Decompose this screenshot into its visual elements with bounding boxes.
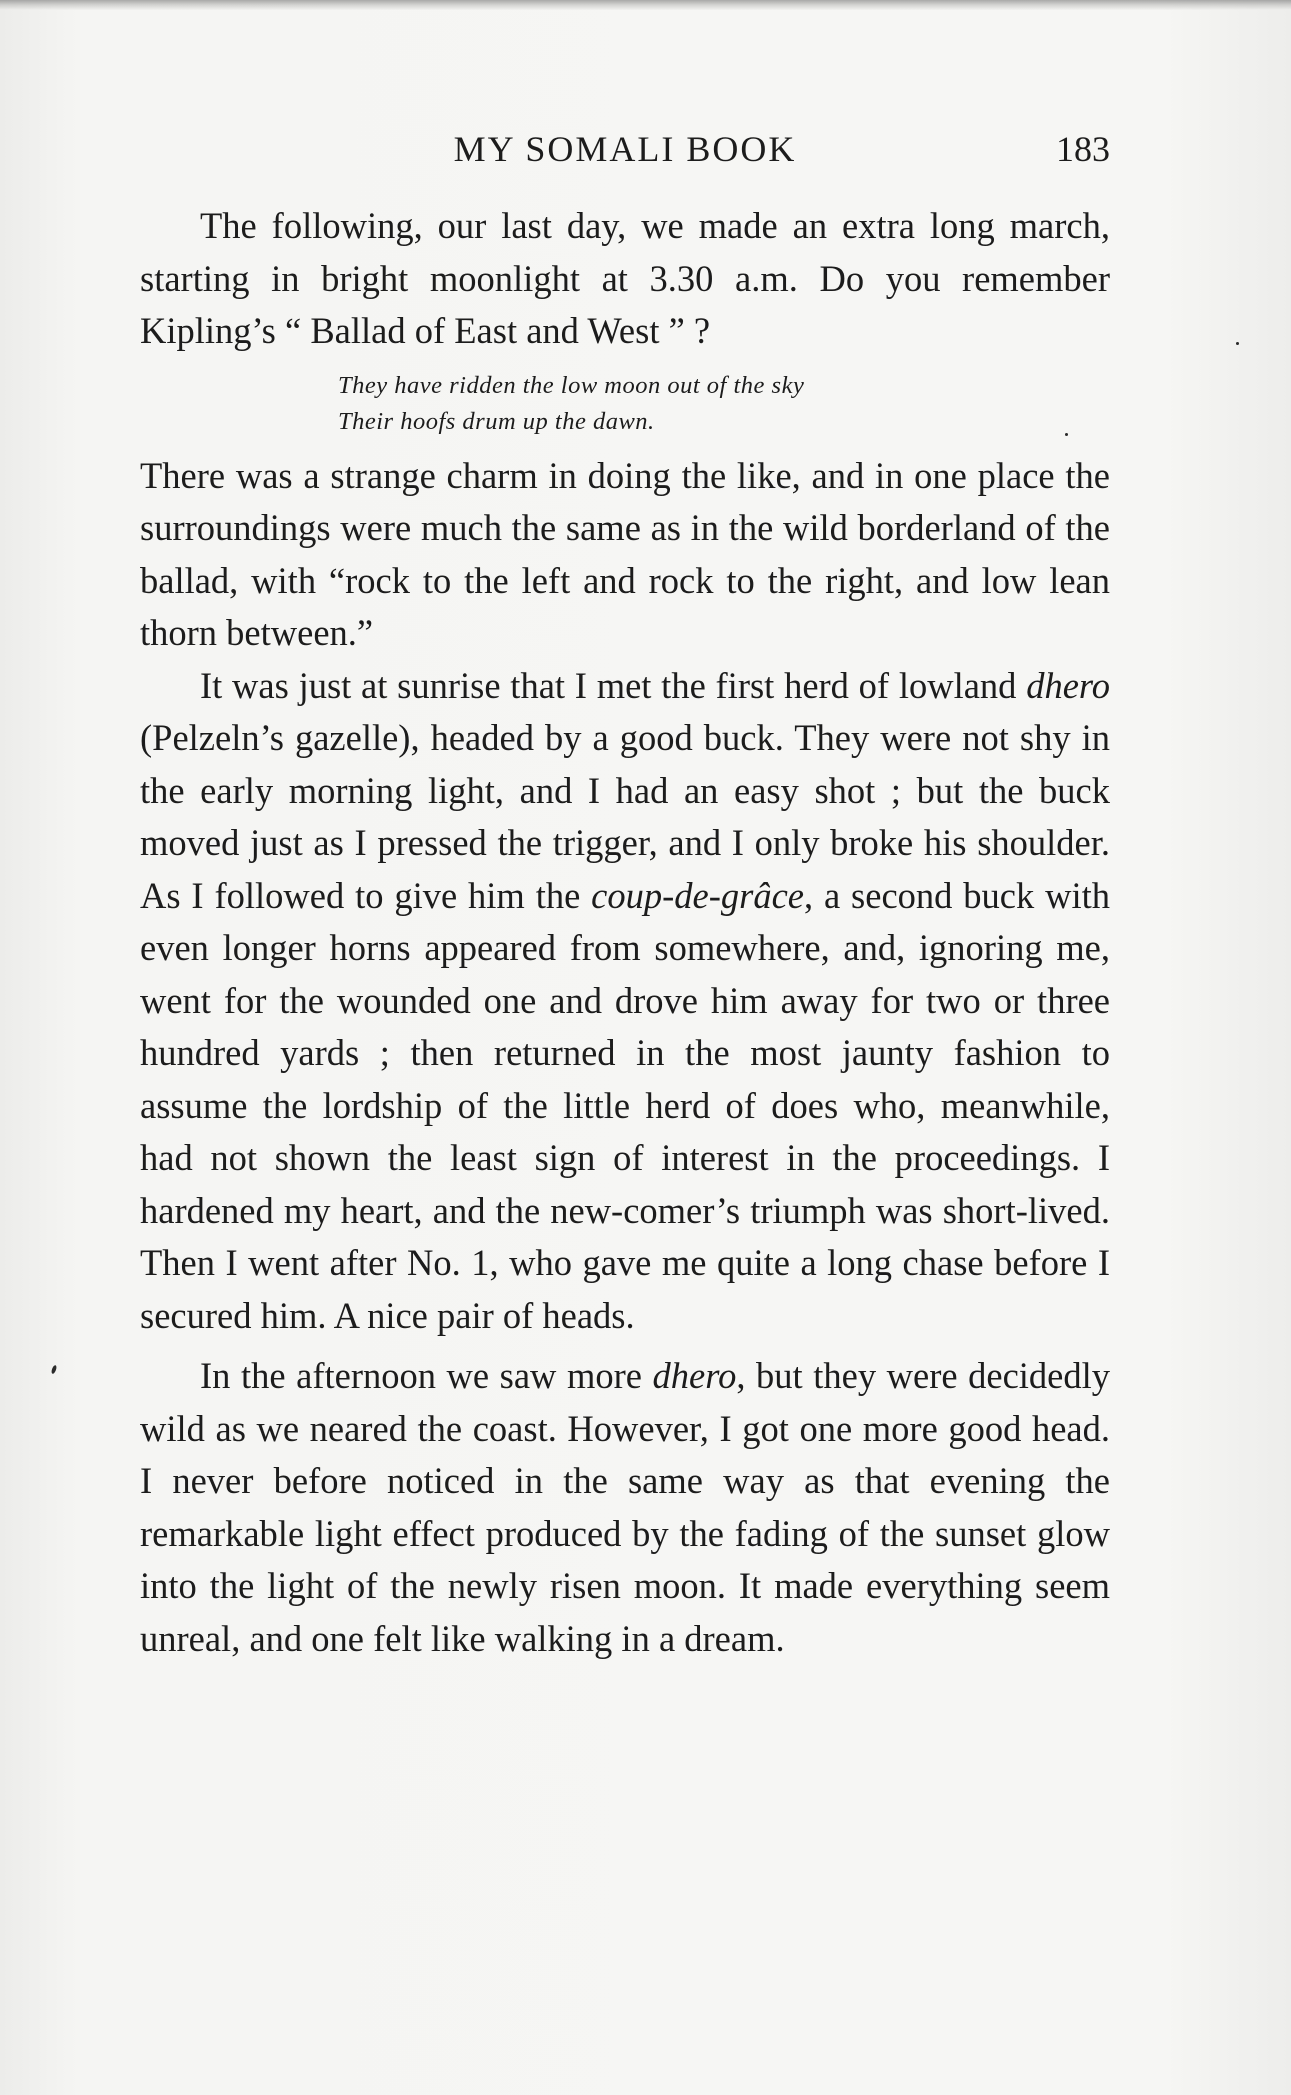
paragraph-3-italic-coup: coup-de-grâce xyxy=(591,874,804,916)
page-number: 183 xyxy=(1056,129,1110,169)
ink-fleck xyxy=(1065,433,1068,436)
ink-fleck xyxy=(1236,342,1239,345)
paragraph-2: There was a strange charm in doing the like, and in one place the surroundings were much the same as in the wild borderland of the ballad, with “rock to the left and rock to the right, and low lean thorn between.” xyxy=(140,454,1110,653)
paragraph-3-part-e: , a second buck with even longer horns appeared from somewhere, and, ignoring me, went for the wounded one and drove him away for two or three hundred yards ; then returned in the most jaunty fashion to assume the lordship of the little herd of does who, meanwhile, had not shown the least sign of interest in the proceedings. I hardened my heart, and the new-comer’s triumph was short-lived. Then I went after No. 1, who gave me quite a long chase before I secured him. A nice pair of heads. xyxy=(140,874,1110,1336)
paragraph-3-part-c: (Pelzeln’s gazelle), headed by a good buck. They were not shy in the early morning light, and I had an easy shot ; but the buck moved just as I pressed the trigger, and I only broke his shoulder. As I followed to give him the xyxy=(140,717,1110,916)
body-text xyxy=(140,200,1110,1665)
ink-fleck xyxy=(51,1365,58,1375)
paragraph-4-part-a: In the afternoon we saw more xyxy=(200,1355,653,1396)
paragraph-3-part-a: It was just at sunrise that I met the first herd of lowland xyxy=(200,664,1027,706)
paragraph-3 xyxy=(140,660,1110,1343)
verse-line-1: They have ridden the low moon out of the sky xyxy=(338,371,805,399)
paragraph-1: The following, our last day, we made an extra long march, starting in bright moonlight at 3.30 a.m. Do you remember Kipling’s “ Ballad of East and West ” ? xyxy=(140,205,1110,351)
verse-line-2: Their hoofs drum up the dawn. xyxy=(338,407,655,435)
verse-quote xyxy=(338,368,1110,440)
paragraph-3-italic-dhero: dhero xyxy=(1026,664,1110,706)
paragraph-4-part-c: , but they were decidedly wild as we neared the coast. However, I got one more good head. I never before noticed in the same way as that evening the remarkable light effect produced by the fading of the sunset glow into the light of the newly risen moon. It made everything seem unreal, and one felt like walking in a dream. xyxy=(140,1355,1111,1659)
paragraph-4 xyxy=(140,1350,1110,1665)
page-header xyxy=(140,128,1110,178)
running-head: MY SOMALI BOOK xyxy=(453,129,797,169)
page-top-edge xyxy=(0,0,1291,10)
paragraph-4-italic-dhero: dhero xyxy=(652,1355,737,1396)
